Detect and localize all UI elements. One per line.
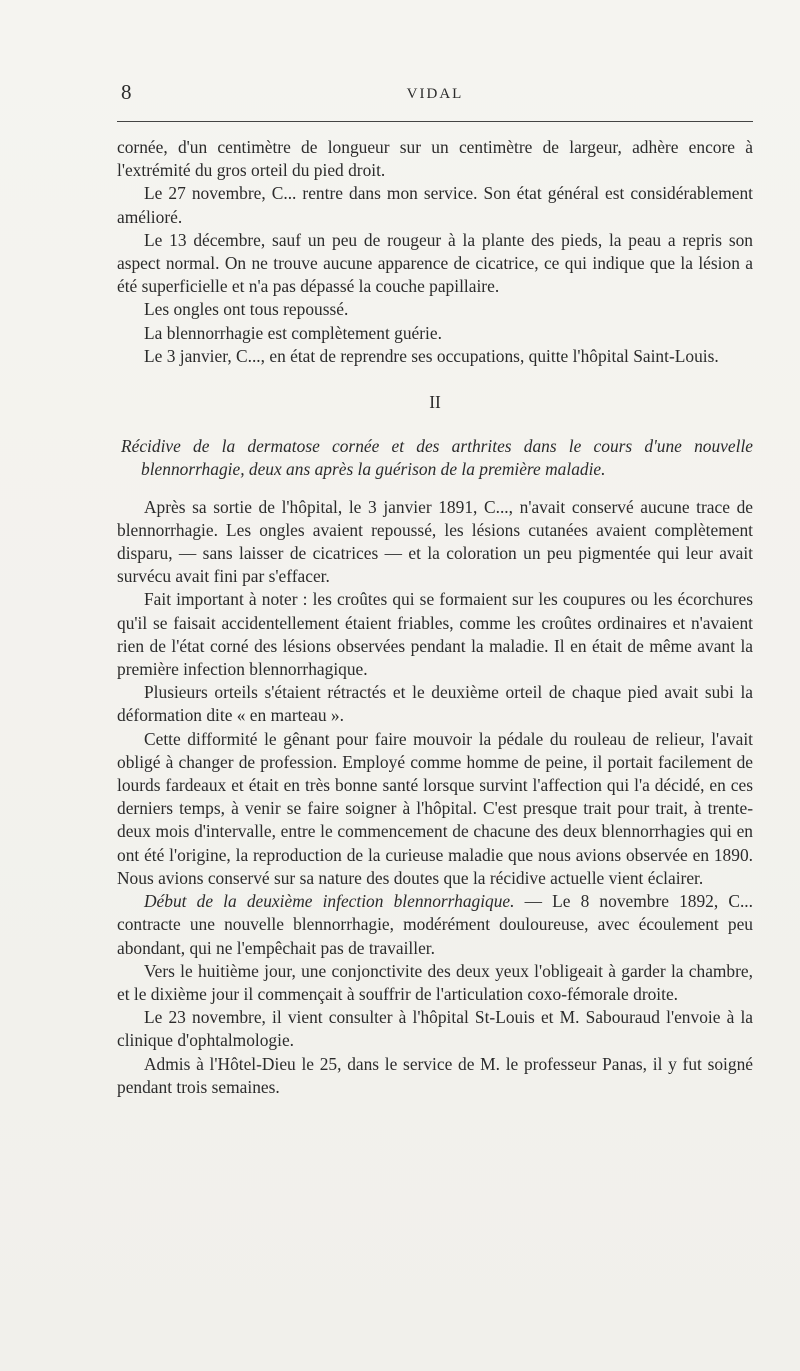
page-number: 8 (121, 80, 132, 104)
running-head: VIDAL (406, 86, 464, 102)
debut-text: — Le 8 novembre 1892, C... contracte une nouvelle blennorrhagie, modérément douloureuse, avec écoulement peu abondant, qui ne l'empêchait pas de travailler. (117, 891, 753, 958)
debut-heading: Début de la deuxième infection blennorrhagique. (144, 891, 515, 912)
paragraph: Le 3 janvier, C..., en état de reprendre ses occupations, quitte l'hôpital Saint-Louis. (144, 345, 719, 366)
paragraph: Plusieurs orteils s'étaient rétractés et le deuxième orteil de chaque pied avait subi la déformation dite « en marteau ». (117, 682, 753, 726)
paragraph: Le 13 décembre, sauf un peu de rougeur à la plante des pieds, la peau a repris son aspect normal. On ne trouve aucune apparence de cicatrice, ce qui indique que la lésion a été superficielle et n'a pas dépassé la couche papillaire. (117, 229, 753, 297)
paragraph: La blennorrhagie est complètement guérie. (144, 322, 442, 343)
header-rule (117, 121, 753, 122)
section-title: Récidive de la dermatose cornée et des arthrites dans le cours d'une nouvelle blennorrhagie, deux ans après la guérison de la première maladie. (121, 436, 753, 480)
section-number: II (429, 392, 441, 413)
paragraph: Admis à l'Hôtel-Dieu le 25, dans le service de M. le professeur Panas, il y fut soigné pendant trois semaines. (117, 1053, 753, 1097)
paragraph: Vers le huitième jour, une conjonctivite des deux yeux l'obligeait à garder la chambre, et le dixième jour il commençait à souffrir de l'articulation coxo-fémorale droite. (117, 960, 753, 1004)
paragraph: cornée, d'un centimètre de longueur sur un centimètre de largeur, adhère encore à l'extrémité du gros orteil du pied droit. (117, 137, 753, 181)
paragraph: Après sa sortie de l'hôpital, le 3 janvier 1891, C..., n'avait conservé aucune trace de blennorrhagie. Les ongles avaient repoussé, les lésions cutanées avaient complètement disparu, — sans laisser de cicatrices — et la coloration un peu pigmentée qui leur avait survécu avait fini par s'effacer. (117, 496, 753, 587)
page-header (117, 80, 753, 110)
paragraph: Le 23 novembre, il vient consulter à l'hôpital St-Louis et M. Sabouraud l'envoie à la clinique d'ophtalmologie. (117, 1007, 753, 1051)
paragraph: Le 27 novembre, C... rentre dans mon service. Son état général est considérablement amélioré. (117, 183, 753, 227)
paragraph: Cette difformité le gênant pour faire mouvoir la pédale du rouleau de relieur, l'avait obligé à changer de profession. Employé comme homme de peine, il portait facilement de lourds fardeaux et était en très bonne santé lorsque survint l'affection qui l'a décidé, en ces derniers temps, à venir se faire soigner à l'hôpital. C'est presque trait pour trait, à trente-deux mois d'intervalle, entre le commencement de chacune des deux blennorrhagies qui en ont été l'origine, la reproduction de la curieuse maladie que nous avions observée en 1890. Nous avions conservé sur sa nature des doutes que la récidive actuelle vient éclairer. (117, 728, 753, 888)
paragraph: Les ongles ont tous repoussé. (144, 299, 349, 320)
body-text (117, 136, 753, 1099)
paragraph: Fait important à noter : les croûtes qui se formaient sur les coupures ou les écorchures qu'il se faisait accidentellement étaient friables, comme les croûtes ordinaires et n'avaient rien de l'état corné des lésions observées pendant la maladie. Il en était de même avant la première infection blennorrhagique. (117, 589, 753, 680)
paragraph-debut (117, 890, 753, 960)
